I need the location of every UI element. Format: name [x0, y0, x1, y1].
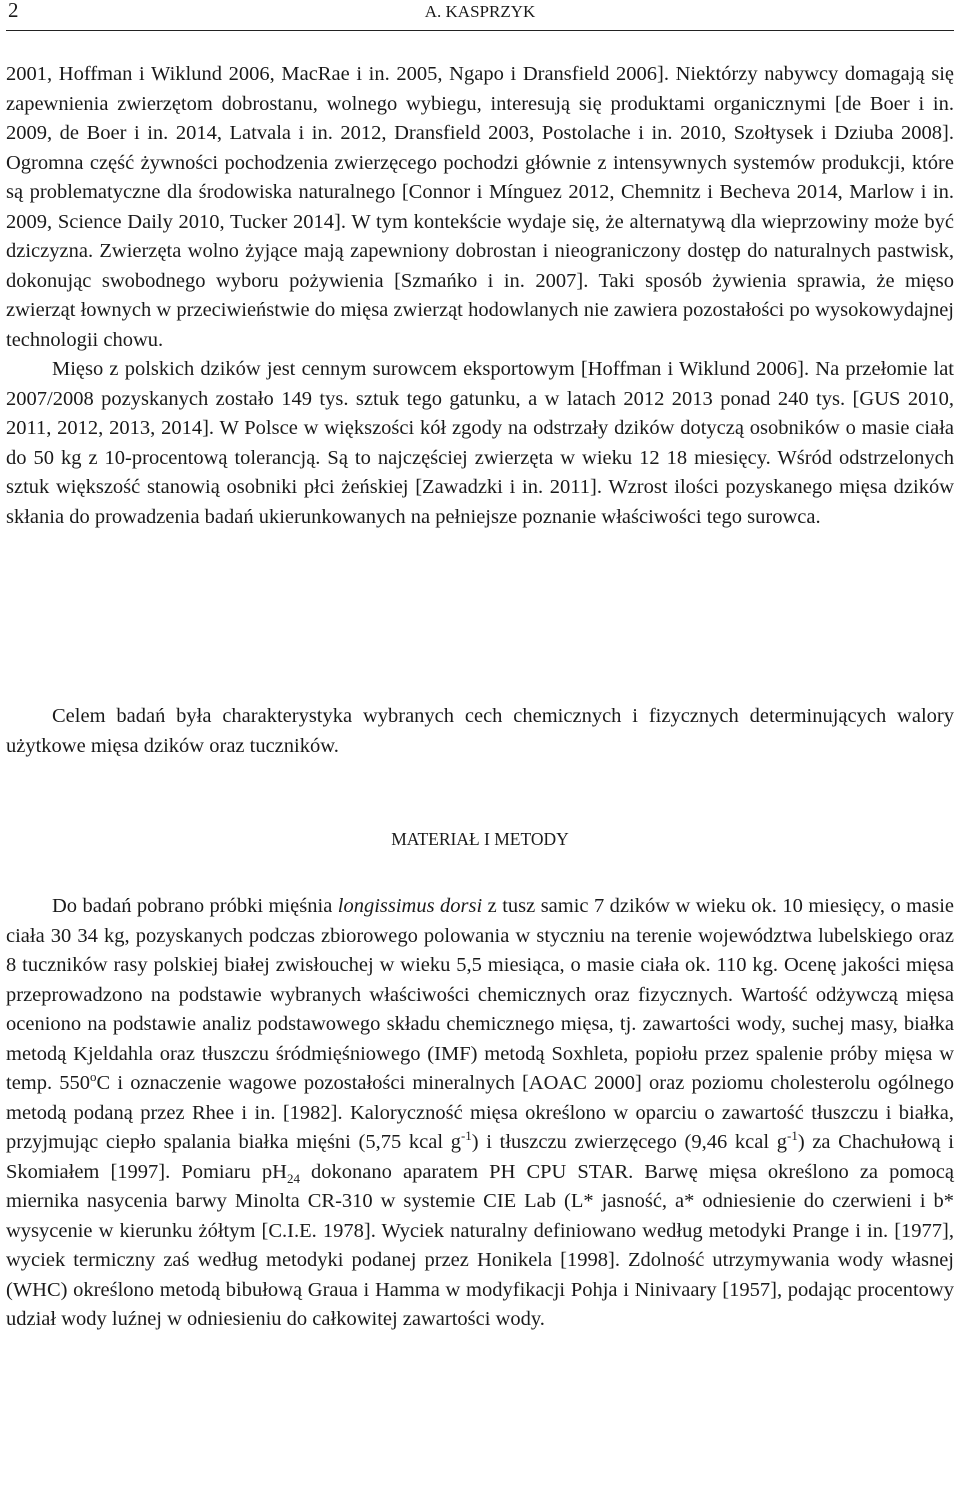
- paragraph-1: 2001, Hoffman i Wiklund 2006, MacRae i in. 2005, Ngapo i Dransfield 2006]. Niektórzy nabywcy domagają się zapewnienia zwierzętom dobrostanu, wolnego wybiegu, interesują się produktami organicznymi [de Boer i in. 2009, de Boer i in. 2014, Latvala i in. 2012, Dransfield 2003, Postolache i in. 2010, Szołtysek i Dziuba 2008]. Ogromna część żywności pochodzenia zwierzęcego pochodzi głównie z intensywnych systemów produkcji, które są problematyczne dla środowiska naturalnego [Connor i Mínguez 2012, Chemnitz i Becheva 2014, Marlow i in. 2009, Science Daily 2010, Tucker 2014]. W tym kontekście wydaje się, że alternatywą dla wieprzowiny może być dziczyzna. Zwierzęta wolno żyjące mają zapewniony dobrostan i nieograniczony dostęp do naturalnych pastwisk, dokonując swobodnego wyboru pożywienia [Szmańko i in. 2007]. Taki sposób żywienia sprawia, że mięso zwierząt łownych w przeciwieństwie do mięsa zwierząt hodowlanych nie zawiera pozostałości po wysokowydajnej technologii chowu.: [6, 63, 954, 351]
- methods-text-1: z tusz samic 7 dzików w wieku ok. 10 miesięcy, o masie ciała 30 34 kg, pozyskanych podczas zbiorowego polowania w styczniu na terenie województwa lubelskiego oraz 8 tuczników rasy polskiej białej zwisłouchej w wieku 5,5 miesiąca, o masie ciała ok. 110 kg. Ocenę jakości mięsa przeprowadzono na podstawie wybranych właściwości chemicznych oraz fizycznych. Wartość odżywczą mięsa oceniono na podstawie analiz podstawowego składu chemicznego mięsa, tj. zawartości wody, suchej masy, białka metodą Kjeldahla oraz tłuszczu śródmięśniowego (IMF) metodą Soxhleta, popiołu przez spalenie próby mięsa w temp. 550: [6, 895, 954, 1094]
- header-divider: [6, 30, 954, 31]
- methods-text-3: ) i tłuszczu zwierzęcego (9,46 kcal g: [471, 1131, 787, 1153]
- paragraph-3: Celem badań była charakterystyka wybranych cech chemicznych i fizycznych determinujących walory użytkowe mięsa dzików oraz tuczników.: [6, 705, 954, 757]
- methods-paragraph: [6, 892, 954, 1335]
- methods-text-5: dokonano aparatem PH CPU STAR. Barwę mięsa określono za pomocą miernika nasycenia barwy Minolta CR-310 w systemie CIE Lab (L* jasność, a* odniesienie do czerwieni i b* wysycenie w kierunku żółtym [C.I.E. 1978]. Wyciek naturalny definiowano według metodyki Prange i in. [1977], wyciek termiczny zaś według metodyki podanej przez Honikela [1998]. Zdolność utrzymywania wody własnej (WHC) określono metodą bibułową Graua i Hamma w modyfikacji Pohja i Ninivaary [1957], podając procentowy udział wody luźnej w odniesieniu do całkowitej zawartości wody.: [6, 1160, 954, 1330]
- page-number: 2: [8, 0, 19, 22]
- methods-section: [6, 892, 954, 1335]
- page-header: [6, 0, 954, 30]
- methods-text-4: ) za Chachułową i Skomiałem [1997]. Pomiaru pH: [6, 1131, 955, 1183]
- ph-subscript: 24: [286, 1170, 300, 1186]
- unit-exponent-2: -1: [786, 1128, 798, 1144]
- degree-superscript: o: [90, 1069, 97, 1085]
- methods-lead: Do badań pobrano próbki mięśnia: [52, 895, 338, 917]
- intro-section: [6, 60, 954, 532]
- muscle-name: longissimus dorsi: [337, 895, 483, 917]
- unit-exponent-1: -1: [460, 1128, 472, 1144]
- running-head: A. KASPRZYK: [424, 2, 536, 21]
- methods-text-2: C i oznaczenie wagowe pozostałości mineralnych [AOAC 2000] oraz poziomu cholesterolu ogólnego metodą podaną przez Rhee i in. [1982]. Kaloryczność mięsa określono w oparciu o zawartość tłuszczu i białka, przyjmując ciepło spalania białka mięśni (5,75 kcal g: [6, 1072, 954, 1153]
- section-heading: MATERIAŁ I METODY: [391, 829, 569, 849]
- goal-section: [6, 702, 954, 761]
- paragraph-2: Mięso z polskich dzików jest cennym surowcem eksportowym [Hoffman i Wiklund 2006]. Na przełomie lat 2007/2008 pozyskanych zostało 149 tys. sztuk tego gatunku, a w latach 2012 2013 ponad 240 tys. [GUS 2010, 2011, 2012, 2013, 2014]. W Polsce w większości kół zgody na odstrzały dzików dotyczą osobników o masie ciała do 50 kg z 10-procentową tolerancją. Są to najczęściej zwierzęta w wieku 12 18 miesięcy. Wśród odstrzelonych sztuk większość stanowią osobniki płci żeńskiej [Zawadzki i in. 2011]. Wzrost ilości pozyskanego mięsa dzików skłania do prowadzenia badań ukierunkowanych na pełniejsze poznanie właściwości tego surowca.: [6, 358, 954, 528]
